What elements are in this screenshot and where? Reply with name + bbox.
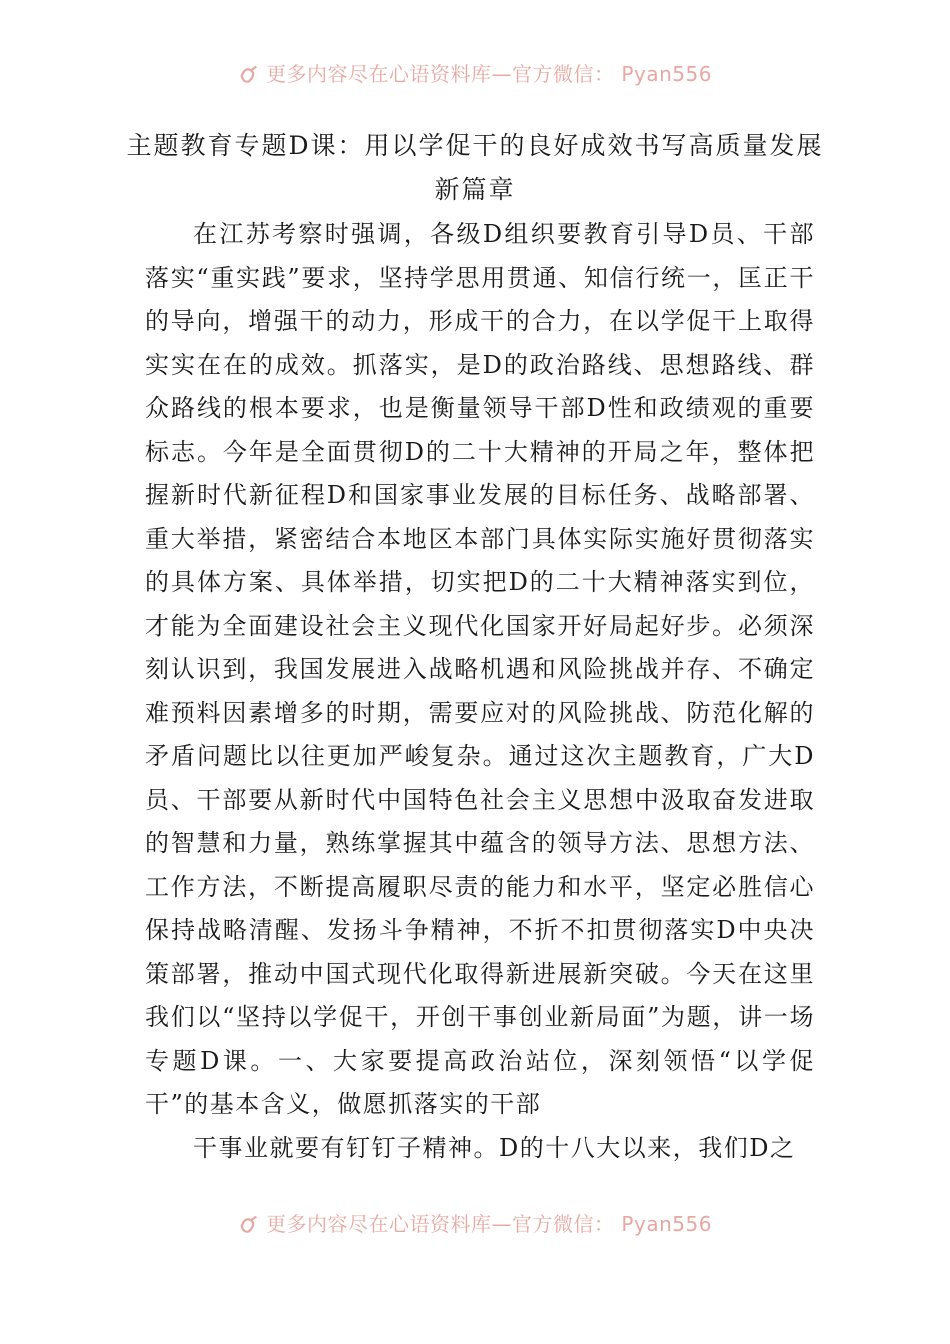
body-paragraph-2: 干事业就要有钉钉子精神。D的十八大以来，我们D之 [193, 1133, 796, 1162]
document-title [100, 124, 850, 212]
watermark-text: 更多内容尽在心语资料库—官方微信： Pyan556 [266, 1212, 712, 1236]
header-watermark [0, 58, 950, 87]
title-line-2: 新篇章 [434, 175, 516, 204]
brand-logo-icon [238, 63, 260, 85]
title-line-1: 主题教育专题D课：用以学促干的良好成效书写高质量发展 [126, 131, 824, 160]
body-paragraph-1: 在江苏考察时强调，各级D组织要教育引导D员、干部落实“重实践”要求，坚持学思用贯通、知信行统一，匡正干的导向，增强干的动力，形成干的合力，在以学促干上取得实实在在的成效。抓落实，是D的政治路线、思想路线、群众路线的根本要求，也是衡量领导干部D性和政绩观的重要标志。今年是全面贯彻D的二十大精神的开局之年，整体把握新时代新征程D和国家事业发展的目标任务、战略部署、重大举措，紧密结合本地区本部门具体实际实施好贯彻落实的具体方案、具体举措，切实把D的二十大精神落实到位，才能为全面建设社会主义现代化国家开好局起好步。必须深刻认识到，我国发展进入战略机遇和风险挑战并存、不确定难预料因素增多的时期，需要应对的风险挑战、防范化解的矛盾问题比以往更加严峻复杂。通过这次主题教育，广大D员、干部要从新时代中国特色社会主义思想中汲取奋发进取的智慧和力量，熟练掌握其中蕴含的领导方法、思想方法、工作方法，不断提高履职尽责的能力和水平，坚定必胜信心保持战略清醒、发扬斗争精神，不折不扣贯彻落实D中央决策部署，推动中国式现代化取得新进展新突破。今天在这里我们以“坚持以学促干，开创干事创业新局面”为题，讲一场专题D课。一、大家要提高政治站位，深刻领悟“以学促干”的基本含义，做愿抓落实的干部 [145, 220, 815, 1118]
footer-watermark [0, 1208, 950, 1237]
watermark-text: 更多内容尽在心语资料库—官方微信： Pyan556 [266, 62, 712, 86]
document-body [145, 213, 815, 1170]
brand-logo-icon [238, 1213, 260, 1235]
